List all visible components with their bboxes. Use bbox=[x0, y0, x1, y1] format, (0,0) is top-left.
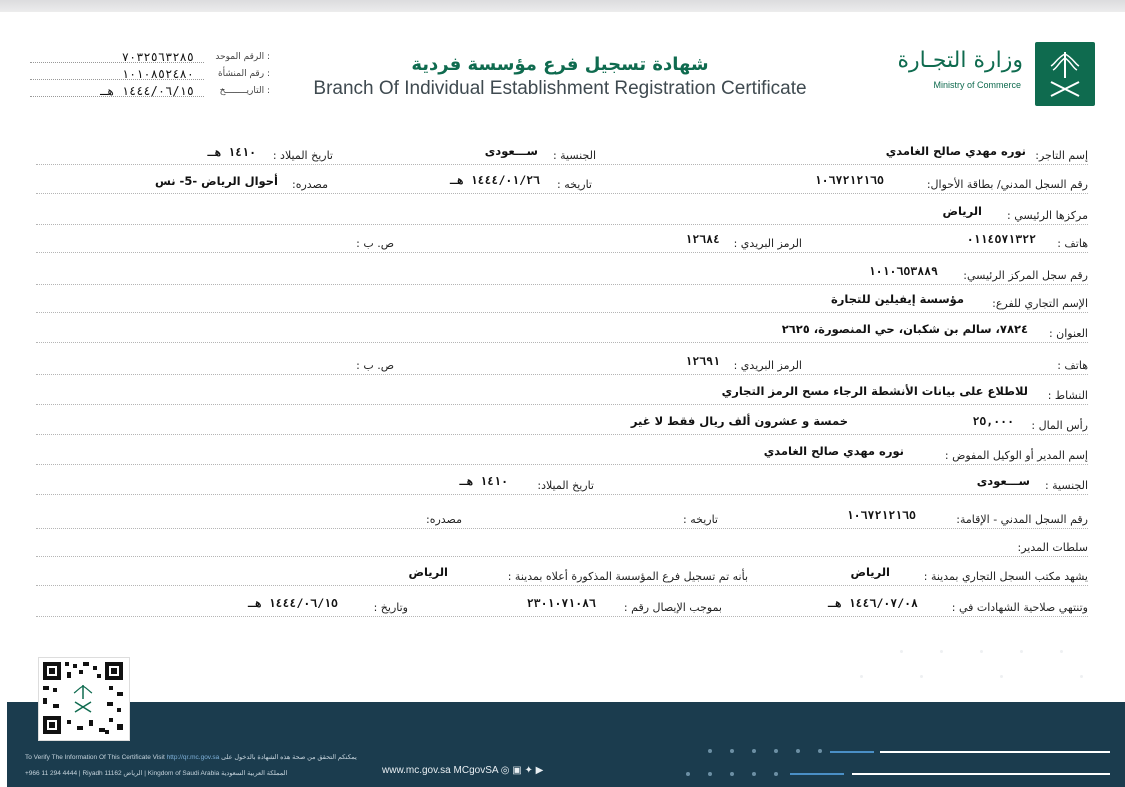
top-shadow bbox=[0, 0, 1125, 12]
verify-text: To Verify The Information Of This Certificate Visit http://qr.mc.gov.sa يمكنكم التحقق من صحة هذه الشهادة بالدخول على bbox=[25, 754, 357, 761]
ministry-name-ar: وزارة التجـارة bbox=[897, 48, 1023, 73]
row-activity: النشاط : للاطلاع على بيانات الأنشطة الرجاء مسح الرمز التجاري bbox=[36, 382, 1088, 405]
row-phone-2: هاتف : الرمز البريدي : ١٢٦٩١ ص. ب : bbox=[36, 352, 1088, 375]
issue-date: التاريــــــــخ : ١٤٤٤/٠٦/١٥ هـ bbox=[30, 84, 270, 100]
row-capital: رأس المال : ٢٥,٠٠٠ خمسة و عشرون ألف ريال فقط لا غير bbox=[36, 412, 1088, 435]
ministry-logo-icon bbox=[1035, 42, 1095, 106]
certificate-title-en: Branch Of Individual Establishment Registration Certificate bbox=[313, 78, 807, 99]
unified-number: الرقم الموحد : ٧٠٣٢٥٦٣٢٨٥ bbox=[30, 50, 270, 66]
social-handle[interactable]: MCgovSA bbox=[453, 765, 498, 776]
contact-line: +966 11 294 4444 | Riyadh 11162 الرياض | Kingdom of Saudi Arabia المملكة العربية السعودية bbox=[25, 770, 288, 777]
row-manager-civil-id: رقم السجل المدني - الإقامة: ١٠٦٧٢١٢١٦٥ تاريخه : مصدره: bbox=[36, 506, 1088, 529]
website-line bbox=[382, 765, 543, 776]
facility-number: رقم المنشأة : ١٠١٠٨٥٢٤٨٠ bbox=[30, 67, 270, 83]
row-manager: إسم المدير أو الوكيل المفوض : نوره مهدي صالح الغامدي bbox=[36, 442, 1088, 465]
row-manager-powers: سلطات المدير: bbox=[36, 534, 1088, 557]
row-headquarters: مركزها الرئيسي : الرياض bbox=[36, 202, 1088, 225]
ministry-name-en: Ministry of Commerce bbox=[933, 80, 1021, 90]
row-merchant: إسم التاجر: نوره مهدي صالح الغامدي الجنسية : ســـعودى تاريخ الميلاد : ١٤١٠ هـ bbox=[36, 142, 1088, 165]
row-hq-registration: رقم سجل المركز الرئيسي: ١٠١٠٦٥٣٨٨٩ bbox=[36, 262, 1088, 285]
row-validity: وتنتهي صلاحية الشهادات في : ١٤٤٦/٠٧/٠٨ هـ بموجب الإيصال رقم : ٢٣٠١٠٧١٠٨٦ وتاريخ : ١٤٤٤/٠٦/١٥ هـ bbox=[36, 594, 1088, 617]
website-link[interactable]: www.mc.gov.sa bbox=[382, 765, 451, 776]
row-registry-office: يشهد مكتب السجل التجاري بمدينة : الرياض بأنه تم تسجيل فرع المؤسسة المذكورة أعلاه بمدينة : الرياض bbox=[36, 563, 1088, 586]
row-manager-nationality: الجنسية : ســـعودى تاريخ الميلاد: ١٤١٠ هـ bbox=[36, 472, 1088, 495]
row-address: العنوان : ٧٨٢٤، سالم بن شكبان، حي المنصورة، ٢٦٢٥ bbox=[36, 320, 1088, 343]
row-trade-name: الإسم التجاري للفرع: مؤسسة إيفيلين للتجارة bbox=[36, 290, 1088, 313]
row-phone-1: هاتف : ٠١١٤٥٧١٣٢٢ الرمز البريدي : ١٢٦٨٤ ص. ب : bbox=[36, 230, 1088, 253]
qr-code-icon[interactable] bbox=[38, 657, 130, 741]
row-civil-id: رقم السجل المدني/ بطاقة الأحوال: ١٠٦٧٢١٢١٦٥ تاريخه : ١٤٤٤/٠١/٢٦ هـ مصدره: أحوال الرياض -5- نس bbox=[36, 171, 1088, 194]
social-icons: ◎ ▣ ✦ ▶ bbox=[500, 765, 544, 776]
certificate-title-ar: شهادة تسجيل فرع مؤسسة فردية bbox=[411, 54, 709, 75]
verify-link[interactable]: http://qr.mc.gov.sa bbox=[166, 754, 220, 761]
